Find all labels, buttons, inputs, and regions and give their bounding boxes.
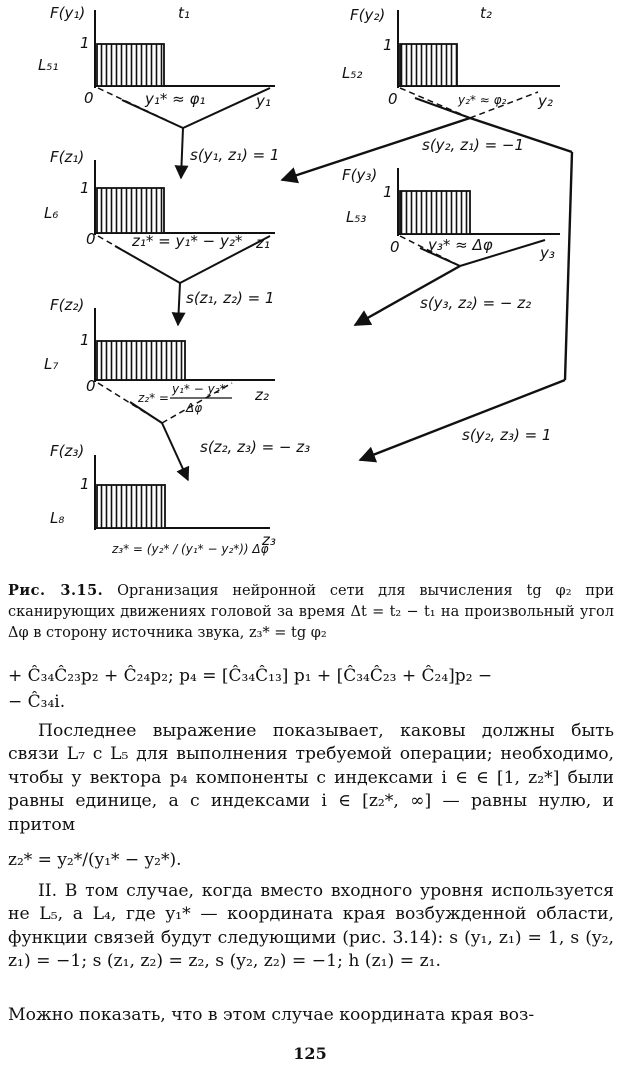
paragraph-1: Последнее выражение показывает, каковы должны быть связи L₇ с L₅ для выполнения требуемой операции; необходимо, чтобы у вектора p₄ компоненты с индексами i ∈ ∈ [1, z₂*] были равны единице, а с индексами i ∈ [z₂*, ∞] — равны нулю, и притом [8,721,614,835]
fn-label-y2: F(y₂) [350,6,386,24]
time-label-t2: t₂ [480,4,492,22]
figure-caption [8,580,614,644]
axis-label-y2: y₂ [538,92,553,110]
panel-y3 [342,166,560,325]
arrow-label-y2-z3: s(y₂, z₃) = 1 [462,426,552,444]
level-label-L53: L₅₃ [346,208,367,226]
axis-label-z1: z₁ [256,234,270,252]
formula-y1: y₁* ≈ φ₁ [145,90,206,108]
axis-label-y3: y₃ [540,244,555,262]
formula-z2-num: y₁* − y₂* [172,382,226,396]
panel-y2 [282,4,572,180]
arrow-label-y3-z2: s(y₃, z₂) = − z₂ [420,294,532,312]
arrow-label-y2-z1: s(y₂, z₁) = −1 [422,136,525,154]
level-label-L8: L₈ [50,509,65,527]
level-label-L52: L₅₂ [342,64,363,82]
zero-label-z1: 0 [86,230,96,248]
formula-y2: y₂* ≈ φ₂ [458,93,507,107]
one-label-z1: 1 [80,179,90,197]
equation-line-2: − Ĉ₃₄i. [8,692,66,712]
arrow-label-z1-z2: s(z₁, z₂) = 1 [186,289,275,307]
formula-z2-lhs: z₂* = [138,391,169,405]
fn-label-z1: F(z₁) [50,148,85,166]
formula-z2-den: Δφ [186,401,203,415]
level-label-L7: L₇ [44,355,59,373]
equation-line-3: z₂* = y₂*/(y₁* − y₂*). [8,850,182,870]
arrow-label-z2-z3: s(z₂, z₃) = − z₃ [200,438,311,456]
zero-label-y1: 0 [84,89,94,107]
caption-text: Организация нейронной сети для вычисления tg φ₂ при сканирующих движениях головой за время Δt = t₂ − t₁ на произвольный угол Δφ в сторону источника звука, z₃* = tg φ₂ [8,583,614,641]
one-label-y1: 1 [80,34,90,52]
equation-line-1: + Ĉ₃₄Ĉ₂₃p₂ + Ĉ₂₄p₂; p₄ = [Ĉ₃₄Ĉ₁₃] p₁ + [Ĉ₃₄Ĉ₂₃ + Ĉ₂₄]p₂ − [8,666,493,686]
fn-label-z2: F(z₂) [50,296,85,314]
one-label-z3: 1 [80,475,90,493]
fn-label-z3: F(z₃) [50,442,85,460]
axis-label-z3: z₃ [262,531,276,549]
level-label-L6: L₆ [44,204,59,222]
zero-label-z2: 0 [86,377,96,395]
fn-label-y1: F(y₁) [50,4,86,22]
fn-label-y3: F(y₃) [342,166,378,184]
arrow-label-y1-z1: s(y₁, z₁) = 1 [190,146,280,164]
paragraph-2: II. В том случае, когда вместо входного уровня используется не L₅, а L₄, где y₁* — координата края возбужденной области, функции связей будут следующими (рис. 3.14): s (y₁, z₁) = 1, s (y₂, z₁) = −1; s (z₁, z₂) = z₂, s (y₂, z₂) = −1; h (z₁) = z₁. [8,881,614,972]
one-label-y3: 1 [383,183,393,201]
page-number: 125 [293,1044,327,1063]
time-label-t1: t₁ [178,4,190,22]
formula-y3: y₃* ≈ Δφ [428,236,493,254]
axis-label-y1: y₁ [256,92,271,110]
zero-label-y3: 0 [390,238,400,256]
axis-label-z2: z₂ [255,386,269,404]
formula-z1: z₁* = y₁* − y₂* [132,232,243,250]
panel-z3 [50,442,276,556]
zero-label-y2: 0 [388,90,398,108]
one-label-z2: 1 [80,331,90,349]
one-label-y2: 1 [383,36,393,54]
caption-label: Рис. 3.15. [8,582,104,599]
formula-z3: z₃* = (y₂* / (y₁* − y₂*)) Δφ [112,542,269,556]
level-label-L51: L₅₁ [38,56,59,74]
paragraph-3: Можно показать, что в этом случае координата края воз- [8,1005,535,1025]
